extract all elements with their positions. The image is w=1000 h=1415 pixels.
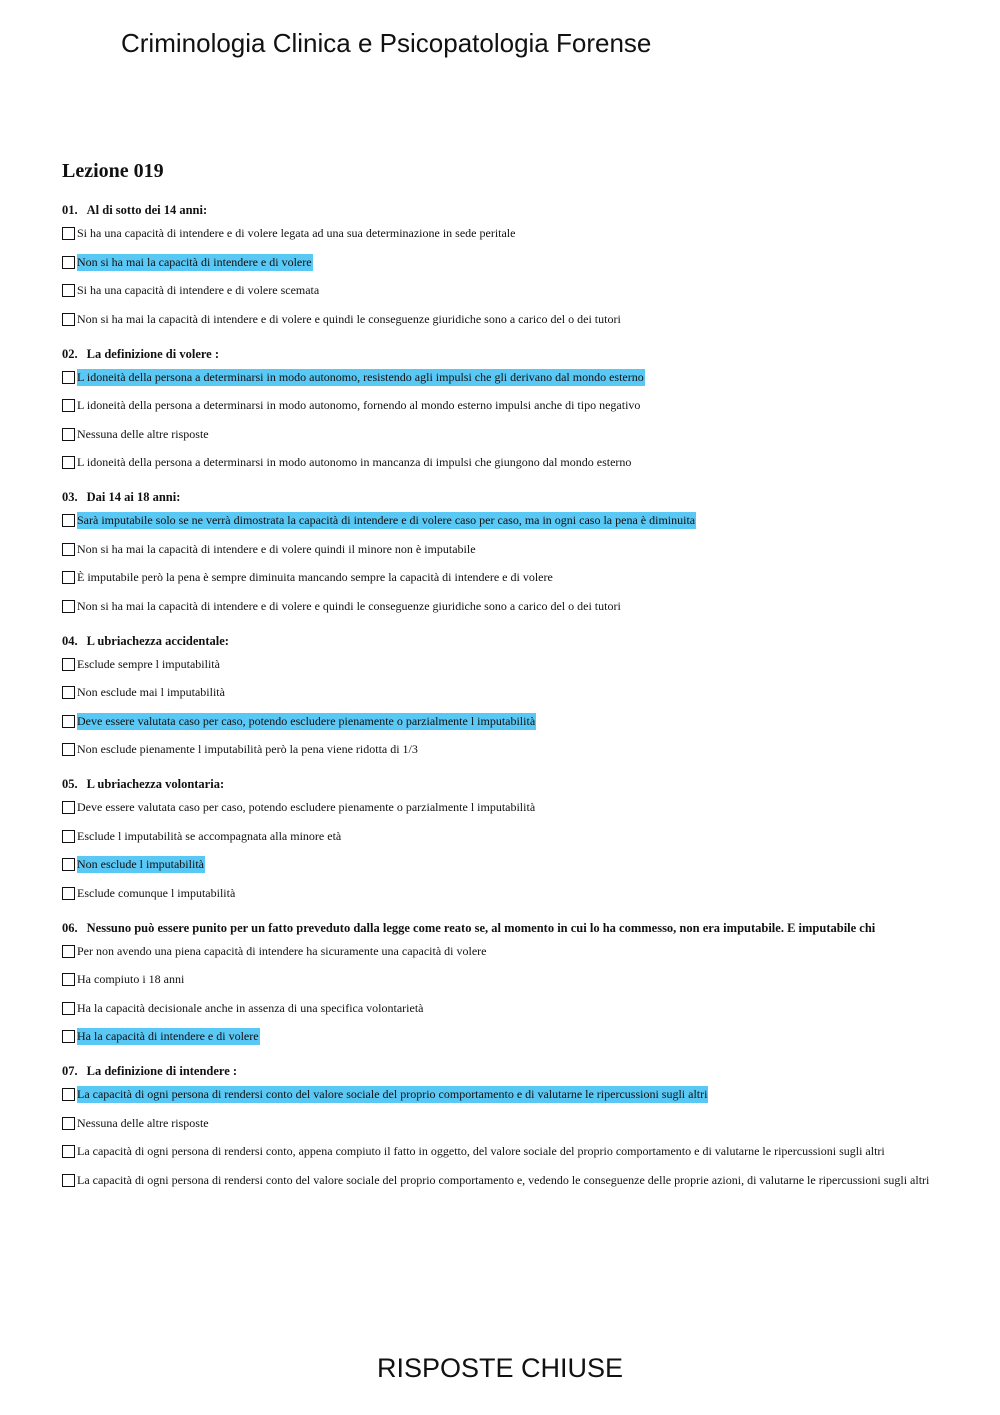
checkbox[interactable]: [62, 1088, 75, 1101]
answer-option[interactable]: [62, 886, 942, 902]
answer-option[interactable]: [62, 1144, 942, 1160]
answer-option[interactable]: [62, 1001, 942, 1017]
question-label: La definizione di volere :: [86, 346, 220, 361]
checkbox[interactable]: [62, 313, 75, 326]
answer-option[interactable]: [62, 685, 942, 701]
question-number: 05.: [62, 777, 78, 791]
answer-option-correct[interactable]: [62, 513, 942, 529]
answer-label: Non esclude mai l imputabilità: [77, 685, 225, 699]
answer-label: Si ha una capacità di intendere e di volere legata ad una sua determinazione in sede peritale: [77, 226, 516, 240]
answer-label: L idoneità della persona a determinarsi in modo autonomo, fornendo al mondo esterno impulsi anche di tipo negativo: [77, 398, 641, 412]
question-number: 02.: [62, 346, 78, 361]
checkbox[interactable]: [62, 715, 75, 728]
answer-option-correct[interactable]: [62, 255, 942, 271]
answer-option[interactable]: [62, 1173, 942, 1189]
answer-label: Nessuna delle altre risposte: [77, 1115, 209, 1130]
question-number: 04.: [62, 633, 78, 648]
answer-option[interactable]: [62, 455, 942, 471]
question-text: [62, 920, 942, 936]
answer-label: L idoneità della persona a determinarsi in modo autonomo, resistendo agli impulsi che gli derivano dal mondo esterno: [77, 369, 644, 384]
checkbox[interactable]: [62, 973, 75, 986]
answer-option[interactable]: [62, 542, 942, 558]
footer-title: RISPOSTE CHIUSE: [376, 1353, 624, 1383]
answer-option[interactable]: [62, 1116, 942, 1132]
answer-label: Non si ha mai la capacità di intendere e di volere quindi il minore non è imputabile: [77, 541, 476, 556]
question-label: Al di sotto dei 14 anni:: [86, 203, 208, 217]
checkbox[interactable]: [62, 1145, 75, 1158]
answer-label: Ha compiuto i 18 anni: [77, 972, 185, 986]
question-number: 01.: [62, 203, 78, 217]
answer-label: Esclude l imputabilità se accompagnata alla minore età: [77, 828, 342, 843]
checkbox[interactable]: [62, 371, 75, 384]
answer-label: Esclude sempre l imputabilità: [77, 656, 220, 671]
checkbox[interactable]: [62, 686, 75, 699]
question-text: [62, 776, 942, 792]
question-text: [62, 346, 942, 362]
answer-option-correct[interactable]: [62, 370, 942, 386]
answer-label: Non si ha mai la capacità di intendere e di volere: [77, 254, 312, 269]
question-07: [62, 1063, 942, 1189]
answer-option-correct[interactable]: [62, 714, 942, 730]
checkbox[interactable]: [62, 514, 75, 527]
answer-option[interactable]: [62, 800, 942, 816]
answer-label: Esclude comunque l imputabilità: [77, 885, 236, 900]
answer-label: La capacità di ogni persona di rendersi conto del valore sociale del proprio comportamento e, vedendo le conseguenze delle proprie azioni, di valutarne le ripercussioni sugli altri: [77, 1172, 930, 1187]
checkbox[interactable]: [62, 284, 75, 297]
answer-option[interactable]: [62, 427, 942, 443]
checkbox[interactable]: [62, 858, 75, 871]
answer-label: Si ha una capacità di intendere e di volere scemata: [77, 283, 320, 297]
answer-option[interactable]: [62, 283, 942, 299]
checkbox[interactable]: [62, 543, 75, 556]
answer-option-correct[interactable]: [62, 1029, 942, 1045]
answer-option[interactable]: [62, 226, 942, 242]
question-text: [62, 489, 942, 505]
checkbox[interactable]: [62, 658, 75, 671]
answer-label: Per non avendo una piena capacità di intendere ha sicuramente una capacità di volere: [77, 943, 487, 958]
checkbox[interactable]: [62, 571, 75, 584]
checkbox[interactable]: [62, 887, 75, 900]
answer-option[interactable]: [62, 599, 942, 615]
answer-label: Deve essere valutata caso per caso, potendo escludere pienamente o parzialmente l imputabilità: [77, 713, 536, 728]
answer-option[interactable]: [62, 570, 942, 586]
answer-label: Non esclude l imputabilità: [77, 857, 204, 871]
answer-label: Ha la capacità decisionale anche in assenza di una specifica volontarietà: [77, 1000, 424, 1015]
question-04: [62, 633, 942, 759]
answer-label: L idoneità della persona a determinarsi in modo autonomo in mancanza di impulsi che giungono dal mondo esterno: [77, 455, 632, 469]
answer-option[interactable]: [62, 944, 942, 960]
answer-label: Non si ha mai la capacità di intendere e di volere e quindi le conseguenze giuridiche sono a carico del o dei tutori: [77, 311, 621, 326]
question-number: 07.: [62, 1064, 78, 1078]
answer-option[interactable]: [62, 742, 942, 758]
question-text: [62, 1063, 942, 1079]
checkbox[interactable]: [62, 801, 75, 814]
checkbox[interactable]: [62, 830, 75, 843]
question-05: [62, 776, 942, 902]
answer-option-correct[interactable]: [62, 857, 942, 873]
checkbox[interactable]: [62, 256, 75, 269]
checkbox[interactable]: [62, 945, 75, 958]
answer-label: È imputabile però la pena è sempre diminuita mancando sempre la capacità di intendere e di volere: [77, 570, 553, 584]
document-title: Criminologia Clinica e Psicopatologia Forense: [121, 28, 652, 58]
answer-label: La capacità di ogni persona di rendersi conto, appena compiuto il fatto in oggetto, del valore sociale del proprio comportamento e di valutarne le ripercussioni sugli altri: [77, 1144, 885, 1158]
checkbox[interactable]: [62, 399, 75, 412]
answer-label: Non si ha mai la capacità di intendere e di volere e quindi le conseguenze giuridiche sono a carico del o dei tutori: [77, 598, 621, 613]
question-03: [62, 489, 942, 615]
answer-option[interactable]: [62, 312, 942, 328]
question-02: [62, 346, 942, 472]
question-list: [62, 202, 942, 1207]
answer-option[interactable]: [62, 829, 942, 845]
question-label: Dai 14 ai 18 anni:: [86, 490, 181, 504]
question-01: [62, 202, 942, 328]
answer-label: Sarà imputabile solo se ne verrà dimostrata la capacità di intendere e di volere caso per caso, ma in ogni caso la pena è diminuita: [77, 513, 696, 527]
answer-label: Deve essere valutata caso per caso, potendo escludere pienamente o parzialmente l imputabilità: [77, 800, 536, 814]
question-label: La definizione di intendere :: [86, 1064, 238, 1078]
answer-option[interactable]: [62, 972, 942, 988]
answer-label: Non esclude pienamente l imputabilità però la pena viene ridotta di 1/3: [77, 742, 418, 756]
checkbox[interactable]: [62, 1174, 75, 1187]
answer-option[interactable]: [62, 398, 942, 414]
checkbox[interactable]: [62, 428, 75, 441]
question-number: 06.: [62, 920, 78, 935]
checkbox[interactable]: [62, 600, 75, 613]
checkbox[interactable]: [62, 743, 75, 756]
answer-option-correct[interactable]: [62, 1087, 942, 1103]
checkbox[interactable]: [62, 1002, 75, 1015]
lesson-title: Lezione 019: [62, 160, 164, 182]
question-text: [62, 633, 942, 649]
checkbox[interactable]: [62, 227, 75, 240]
checkbox[interactable]: [62, 456, 75, 469]
answer-label: La capacità di ogni persona di rendersi conto del valore sociale del proprio comportamento e di valutarne le ripercussioni sugli altri: [77, 1087, 708, 1101]
question-label: Nessuno può essere punito per un fatto preveduto dalla legge come reato se, al momento in cui lo ha commesso, non era imputabile. E imputabile chi: [86, 920, 876, 935]
answer-label: Ha la capacità di intendere e di volere: [77, 1029, 259, 1043]
checkbox[interactable]: [62, 1030, 75, 1043]
question-label: L ubriachezza volontaria:: [86, 777, 225, 791]
question-06: [62, 920, 942, 1046]
question-number: 03.: [62, 490, 78, 504]
question-text: [62, 202, 942, 218]
answer-label: Nessuna delle altre risposte: [77, 426, 209, 441]
answer-option[interactable]: [62, 657, 942, 673]
question-label: L ubriachezza accidentale:: [86, 633, 229, 648]
checkbox[interactable]: [62, 1117, 75, 1130]
